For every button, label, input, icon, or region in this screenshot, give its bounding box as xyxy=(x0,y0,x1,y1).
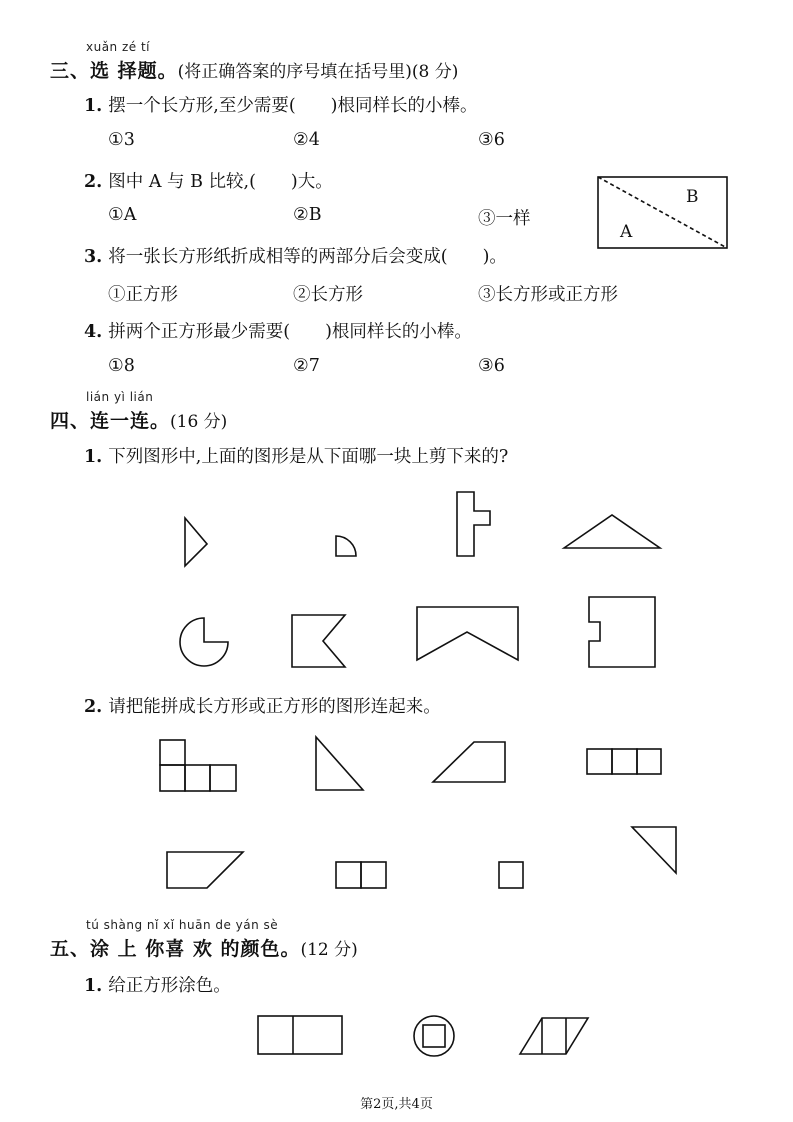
question-number: 2. xyxy=(84,172,103,192)
section4-instruction: (16 分) xyxy=(170,412,228,432)
circle-outline xyxy=(414,1016,454,1056)
option-3-2-a[interactable]: ①A xyxy=(108,205,137,225)
option-3-2-b[interactable]: ②B xyxy=(293,205,322,225)
question-number: 1. xyxy=(84,976,103,996)
section3-instruction: (将正确答案的序号填在括号里)(8 分) xyxy=(177,62,459,82)
label-a: A xyxy=(620,222,633,242)
question-text: 给正方形涂色。 xyxy=(108,976,231,996)
section5-pinyin: tú shàng nǐ xǐ huān de yán sè xyxy=(86,918,279,932)
rectangle-outline xyxy=(258,1016,342,1054)
option-3-1-a[interactable]: ①3 xyxy=(108,130,135,150)
parallelogram-outline xyxy=(520,1018,588,1054)
question-text: 将一张长方形纸折成相等的两部分后会变成( )。 xyxy=(108,247,507,267)
option-3-3-c[interactable]: ③长方形或正方形 xyxy=(478,285,618,305)
question-number: 2. xyxy=(84,697,103,717)
question-text: 下列图形中,上面的图形是从下面哪一块上剪下来的? xyxy=(108,447,509,467)
question-number: 4. xyxy=(84,322,103,342)
question-text: 拼两个正方形最少需要( )根同样长的小棒。 xyxy=(108,322,472,342)
circle-with-square[interactable] xyxy=(414,1016,454,1056)
option-3-4-c[interactable]: ③6 xyxy=(478,356,505,376)
option-3-2-c[interactable]: ③一样 xyxy=(478,209,531,229)
section3-pinyin: xuǎn zé tí xyxy=(86,40,151,54)
question-number: 3. xyxy=(84,247,103,267)
option-3-1-b[interactable]: ②4 xyxy=(293,130,320,150)
section4-pinyin: lián yì lián xyxy=(86,390,154,404)
parallelogram-with-square[interactable] xyxy=(520,1018,588,1054)
label-b: B xyxy=(686,187,699,207)
option-3-3-b[interactable]: ②长方形 xyxy=(293,285,363,305)
option-3-1-c[interactable]: ③6 xyxy=(478,130,505,150)
option-3-4-b[interactable]: ②7 xyxy=(293,356,320,376)
option-3-3-a[interactable]: ①正方形 xyxy=(108,285,178,305)
option-3-4-a[interactable]: ①8 xyxy=(108,356,135,376)
section5-instruction: (12 分) xyxy=(300,940,358,960)
section3-title: 三、选 择题。 xyxy=(50,60,178,82)
question-text: 请把能拼成长方形或正方形的图形连起来。 xyxy=(108,697,441,717)
two-square-rectangle[interactable] xyxy=(258,1016,342,1054)
section5-title: 五、涂 上 你喜 欢 的颜色。 xyxy=(50,938,301,960)
question-text: 摆一个长方形,至少需要( )根同样长的小棒。 xyxy=(108,96,478,116)
question-number: 1. xyxy=(84,96,103,116)
section4-title: 四、连一连。 xyxy=(50,410,171,432)
question-number: 1. xyxy=(84,447,103,467)
inner-square xyxy=(423,1025,445,1047)
question-text: 图中 A 与 B 比较,( )大。 xyxy=(108,172,333,192)
page-number-footer: 第2页,共4页 xyxy=(360,1097,433,1112)
